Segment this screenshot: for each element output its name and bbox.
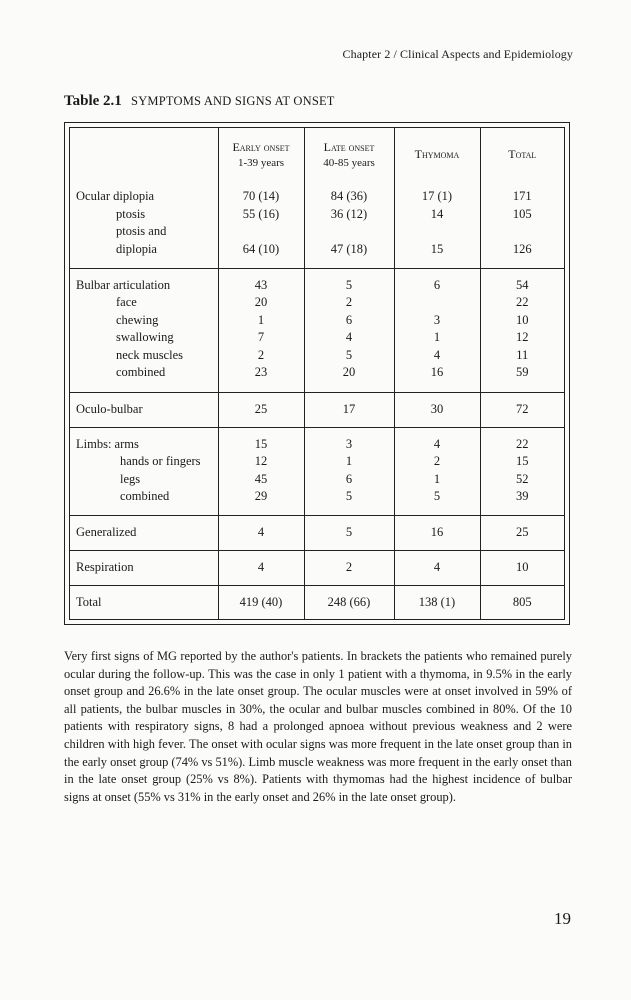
cell-value: 54 xyxy=(516,277,529,292)
body-paragraph-block xyxy=(64,648,572,806)
header-subtitle: 1-39 years xyxy=(237,156,285,169)
cell-value: 1 xyxy=(433,471,441,486)
value-cell xyxy=(218,427,304,515)
cell-value: 17 xyxy=(342,401,356,416)
row-label-cell xyxy=(70,585,218,620)
cell-value: 2 xyxy=(433,454,441,468)
cell-value: 12 xyxy=(254,454,268,468)
cell-value: 7 xyxy=(257,330,265,344)
row-label: hands or fingers xyxy=(120,454,201,468)
cell-value: 43 xyxy=(254,277,268,292)
table-body xyxy=(70,180,564,620)
cell-value: 2 xyxy=(345,295,353,309)
value-cell xyxy=(304,392,394,427)
value-cell xyxy=(218,550,304,585)
cell-value: 16 xyxy=(430,524,444,539)
header-early-onset xyxy=(218,128,304,180)
cell-value: 6 xyxy=(345,312,353,327)
cell-value: 84 (36) xyxy=(330,189,368,203)
cell-value: 10 xyxy=(516,312,529,327)
row-label: combined xyxy=(120,489,170,503)
value-cell xyxy=(394,268,480,392)
row-label-cell xyxy=(70,268,218,392)
row-label: Limbs: arms xyxy=(76,436,139,451)
cell-value: 20 xyxy=(342,365,356,379)
value-cell xyxy=(218,585,304,620)
table-row xyxy=(70,515,564,550)
row-label: ptosis and xyxy=(116,224,167,238)
value-cell xyxy=(394,585,480,620)
cell-value: 4 xyxy=(257,559,265,574)
cell-value: 4 xyxy=(257,524,265,539)
cell-value: 1 xyxy=(345,454,353,468)
cell-value: 52 xyxy=(516,471,529,486)
cell-value: 5 xyxy=(345,347,353,362)
cell-value: 805 xyxy=(512,594,532,609)
cell-value: 22 xyxy=(516,436,529,451)
cell-value: 39 xyxy=(516,489,529,503)
table-row xyxy=(70,427,564,515)
row-label-cell xyxy=(70,515,218,550)
cell-value: 20 xyxy=(254,295,268,309)
header-late-onset xyxy=(304,128,394,180)
value-cell xyxy=(218,180,304,268)
table-row xyxy=(70,268,564,392)
row-label-cell xyxy=(70,550,218,585)
header-total xyxy=(480,128,564,180)
cell-value: 4 xyxy=(345,330,353,344)
header-title: Total xyxy=(508,146,537,161)
value-cell xyxy=(304,268,394,392)
value-cell xyxy=(304,515,394,550)
value-cell xyxy=(218,515,304,550)
cell-value: 25 xyxy=(516,524,529,539)
page-number: 19 xyxy=(554,909,571,928)
value-cell xyxy=(304,585,394,620)
cell-value: 126 xyxy=(512,241,532,256)
value-cell xyxy=(394,550,480,585)
cell-value: 10 xyxy=(516,559,529,574)
header-thymoma xyxy=(394,128,480,180)
row-label: legs xyxy=(120,471,141,486)
cell-value: 15 xyxy=(430,241,444,256)
cell-value: 30 xyxy=(430,401,444,416)
value-cell xyxy=(218,392,304,427)
cell-value: 14 xyxy=(430,206,444,221)
table-frame xyxy=(64,122,570,625)
cell-value: 15 xyxy=(254,436,268,451)
cell-value: 5 xyxy=(345,489,353,503)
row-label: Total xyxy=(76,594,102,609)
row-label: diplopia xyxy=(116,241,157,256)
value-cell xyxy=(394,427,480,515)
cell-value: 5 xyxy=(345,524,353,539)
table-row xyxy=(70,392,564,427)
cell-value: 23 xyxy=(254,365,268,379)
row-label: swallowing xyxy=(116,330,174,344)
row-label: chewing xyxy=(116,312,159,327)
cell-value: 11 xyxy=(516,347,529,362)
body-paragraph: Very first signs of MG reported by the author's patients. In brackets the patients who remained purely ocular during the follow-up. This was the case in only 1 patient with a thymoma, in 9.5% in the early onset group and 26.6% in the late onset group. The ocular muscles were at onset involved in 59% of all patients, the bulbar muscles in 30%, the ocular and bulbar muscles combined in 80%. Of the 10 patients with respiratory signs, 8 had a prolonged apnoea without previous weakness and 2 were children with high fever. The onset with ocular signs was more frequent in the late onset group than in the early onset group (74% vs 51%). Limb muscle weakness was more frequent in the early onset than in the late onset group (25% vs 8%). Patients with thymomas had the highest incidence of bulbar signs at onset (55% vs 31% in the early onset and 26% in the late onset group). xyxy=(64,649,572,804)
cell-value: 29 xyxy=(254,489,268,503)
table-row xyxy=(70,550,564,585)
cell-value: 5 xyxy=(433,489,441,503)
cell-value xyxy=(219,223,304,241)
header-subtitle: 40-85 years xyxy=(323,156,375,169)
row-label-cell xyxy=(70,427,218,515)
value-cell xyxy=(304,180,394,268)
cell-value: 55 (16) xyxy=(242,206,280,221)
cell-value: 64 (10) xyxy=(242,241,280,256)
row-label-cell xyxy=(70,180,218,268)
cell-value: 17 (1) xyxy=(421,189,453,203)
value-cell xyxy=(480,180,564,268)
header-cell-blank xyxy=(70,128,218,180)
value-cell xyxy=(394,515,480,550)
table-header-row xyxy=(70,128,564,180)
running-head: Chapter 2 / Clinical Aspects and Epidemiology xyxy=(342,47,573,61)
cell-value: 1 xyxy=(433,330,441,344)
cell-value: 6 xyxy=(433,277,441,292)
cell-value: 138 (1) xyxy=(418,594,456,609)
cell-value: 5 xyxy=(345,277,353,292)
cell-value: 1 xyxy=(257,312,265,327)
row-label: neck muscles xyxy=(116,347,183,362)
value-cell xyxy=(480,585,564,620)
table-row xyxy=(70,180,564,268)
table-title xyxy=(64,93,335,110)
value-cell xyxy=(304,427,394,515)
row-label: face xyxy=(116,295,137,309)
cell-value: 25 xyxy=(254,401,268,416)
cell-value xyxy=(305,223,394,241)
value-cell xyxy=(480,550,564,585)
row-label: Bulbar articulation xyxy=(76,277,171,292)
cell-value: 4 xyxy=(433,559,441,574)
header-title: Thymoma xyxy=(414,146,460,161)
table-caption: SYMPTOMS AND SIGNS AT ONSET xyxy=(131,94,335,108)
cell-value: 12 xyxy=(516,330,529,344)
cell-value xyxy=(395,294,480,312)
cell-value: 419 (40) xyxy=(239,594,283,609)
cell-value: 59 xyxy=(516,365,529,379)
symptoms-table xyxy=(70,128,564,620)
cell-value: 105 xyxy=(512,206,532,221)
value-cell xyxy=(394,180,480,268)
cell-value: 4 xyxy=(433,347,441,362)
cell-value: 47 (18) xyxy=(330,241,368,256)
value-cell xyxy=(304,550,394,585)
cell-value: 171 xyxy=(512,189,532,203)
cell-value xyxy=(481,223,565,241)
row-label-cell xyxy=(70,392,218,427)
table-inner-border xyxy=(69,127,565,620)
cell-value xyxy=(395,223,480,241)
cell-value: 3 xyxy=(345,436,353,451)
cell-value: 72 xyxy=(516,401,529,416)
cell-value: 70 (14) xyxy=(242,189,280,203)
table-row xyxy=(70,585,564,620)
row-label: Ocular diplopia xyxy=(76,189,155,203)
row-label: ptosis xyxy=(116,206,146,221)
table-number: Table 2.1 xyxy=(64,93,122,109)
value-cell xyxy=(218,268,304,392)
cell-value: 4 xyxy=(433,436,441,451)
cell-value: 16 xyxy=(430,365,444,379)
cell-value: 248 (66) xyxy=(327,594,371,609)
cell-value: 45 xyxy=(254,471,268,486)
cell-value: 36 (12) xyxy=(330,206,368,221)
header-title: Late onset xyxy=(323,139,375,154)
value-cell xyxy=(480,392,564,427)
row-label: Oculo-bulbar xyxy=(76,401,143,416)
cell-value: 22 xyxy=(516,295,529,309)
row-label: Generalized xyxy=(76,524,137,539)
value-cell xyxy=(480,427,564,515)
cell-value: 2 xyxy=(257,347,265,362)
value-cell xyxy=(480,515,564,550)
cell-value: 3 xyxy=(433,312,441,327)
row-label: combined xyxy=(116,365,166,379)
row-label: Respiration xyxy=(76,559,134,574)
cell-value: 15 xyxy=(516,454,529,468)
cell-value: 6 xyxy=(345,471,353,486)
value-cell xyxy=(394,392,480,427)
cell-value: 2 xyxy=(345,559,353,574)
value-cell xyxy=(480,268,564,392)
header-title: Early onset xyxy=(232,139,290,154)
